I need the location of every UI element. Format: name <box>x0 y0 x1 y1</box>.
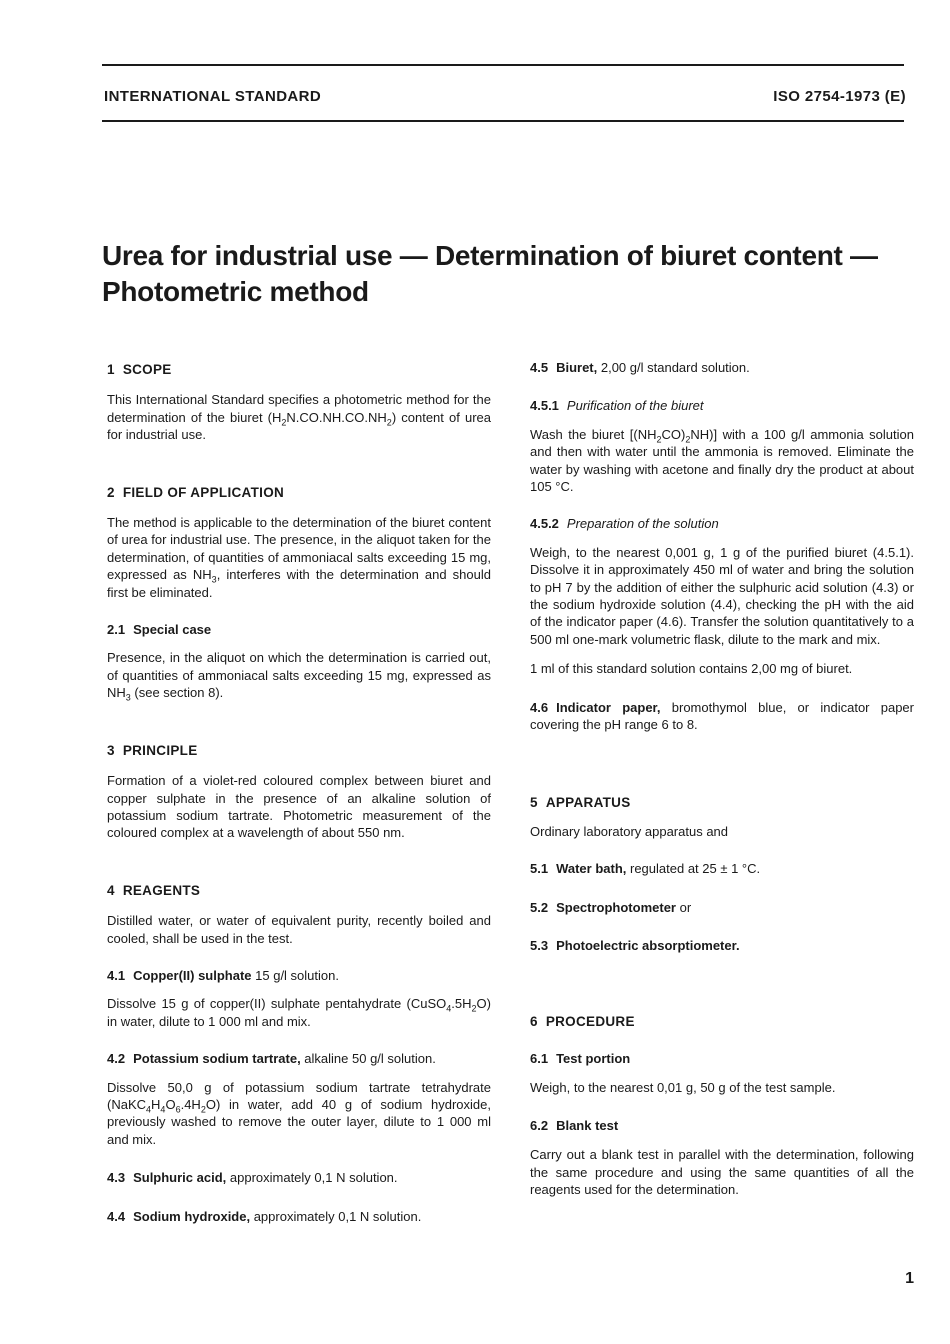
reagent-4-2-text: Dissolve 50,0 g of potassium sodium tartrate tetrahydrate $(NaKC_4H_4O_6.4H_2O)$ in water, add 40 g of sodium hydroxide, previously washed to remove the outer layer, dilute to 1 000 ml and mix. <box>107 1079 491 1147</box>
scope-paragraph: This International Standard specifies a photometric method for the determination of the biuret $(H_2N.CO.NH.CO.NH_2)$ content of urea for industrial use. <box>107 392 491 443</box>
procedure-6-2-text: Carry out a blank test in parallel with the determination, following the same procedure and using the same quantities of all the reagents used for the determination. <box>530 1147 914 1197</box>
section-heading-field: 2 FIELD OF APPLICATION <box>107 484 285 500</box>
apparatus-5-3: 5.3 Photoelectric absorptiometer. <box>530 938 740 954</box>
procedure-6-2-heading: 6.2 Blank test <box>530 1117 619 1133</box>
section-heading-scope: 1 SCOPE <box>107 362 172 377</box>
reagent-4-3-heading: 4.3 Sulphuric acid, approximately 0,1 N solution. <box>107 1170 398 1186</box>
section-heading-principle: 3 PRINCIPLE <box>107 742 198 758</box>
section-heading-apparatus: 5 APPARATUS <box>530 794 631 810</box>
principle-paragraph: Formation of a violet-red coloured complex between biuret and copper sulphate in the presence of an alkaline solution of potassium sodium tartrate. Photometric measurement of the coloured complex at a wavelength of about 550 nm. <box>107 773 491 841</box>
apparatus-5-1: 5.1 Water bath, regulated at 25 ± 1 °C. <box>530 861 761 877</box>
right-column <box>530 358 914 1198</box>
section-heading-reagents: 4 REAGENTS <box>107 882 201 898</box>
reagent-4-5-2-heading: 4.5.2 Preparation of the solution <box>530 516 719 532</box>
field-paragraph: The method is applicable to the determination of the biuret content of urea for industrial use. The presence, in the aliquot taken for the determination, of quantities of ammoniacal salts exceeding 15 mg, expressed as $NH_3$, interferes with the determination and should first be eliminated. <box>107 515 491 600</box>
reagent-4-4-heading: 4.4 Sodium hydroxide, approximately 0,1 N solution. <box>107 1208 422 1224</box>
reagent-4-5-2-text: Weigh, to the nearest 0,001 g, 1 g of the purified biuret (4.5.1). Dissolve it in approximately 450 ml of water and bring the solution to pH 7 by the addition of either the sulphuric acid solution (4.3) or the sodium hydroxide solution (4.4), checking the pH with the aid of the indicator paper (4.6). Transfer the solution quantitatively to a 500 ml one-mark volumetric flask, dilute to the mark and mix. <box>530 544 914 647</box>
reagent-4-6-paragraph: 4.6 Indicator paper, bromothymol blue, or indicator paper covering the pH range 6 to 8. <box>530 699 914 733</box>
header-document-code: ISO 2754-1973 (E) <box>773 88 906 105</box>
title-line-1: Urea for industrial use — Determination of biuret content — <box>102 240 878 271</box>
procedure-6-1-heading: 6.1 Test portion <box>530 1050 631 1066</box>
reagent-4-2-heading: 4.2 Potassium sodium tartrate, alkaline 50 g/l solution. <box>107 1051 436 1067</box>
reagent-4-5-2-text-2: 1 ml of this standard solution contains 2,00 mg of biuret. <box>530 661 853 677</box>
header-standard-label: INTERNATIONAL STANDARD <box>104 88 322 105</box>
reagent-4-1-heading: 4.1 Copper(II) sulphate 15 g/l solution. <box>107 967 339 983</box>
title-line-2: Photometric method <box>102 276 369 307</box>
reagent-4-5-1-heading: 4.5.1 Purification of the biuret <box>530 398 704 414</box>
header-top-rule <box>102 64 904 66</box>
reagents-intro: Distilled water, or water of equivalent purity, recently boiled and cooled, shall be used in the test. <box>107 913 491 946</box>
procedure-6-1-text: Weigh, to the nearest 0,01 g, 50 g of the test sample. <box>530 1080 836 1096</box>
section-heading-special-case: 2.1 Special case <box>107 622 212 638</box>
apparatus-5-2: 5.2 Spectrophotometer or <box>530 899 692 915</box>
section-heading-procedure: 6 PROCEDURE <box>530 1013 635 1029</box>
left-column <box>107 358 491 1225</box>
document-title <box>102 238 922 310</box>
apparatus-intro: Ordinary laboratory apparatus and <box>530 823 729 839</box>
reagent-4-5-1-text: Wash the biuret $[(NH_2CO)_2NH)$] with a 100 g/l ammonia solution and then with water until the ammonia is removed. Eliminate the water by washing with acetone and finally dry the product at about 105 °C. <box>530 426 914 495</box>
reagent-4-5-heading: 4.5 Biuret, 2,00 g/l standard solution. <box>530 360 750 375</box>
header-bottom-rule <box>102 120 904 122</box>
reagent-4-1-text: Dissolve 15 g of copper(II) sulphate pentahydrate $(CuSO_4.5H_2O)$ in water, dilute to 1 000 ml and mix. <box>107 996 491 1029</box>
special-case-paragraph: Presence, in the aliquot on which the determination is carried out, of quantities of ammoniacal salts exceeding 15 mg, expressed as $NH_3$ (see section 8). <box>107 650 491 703</box>
page-number: 1 <box>905 1270 914 1287</box>
